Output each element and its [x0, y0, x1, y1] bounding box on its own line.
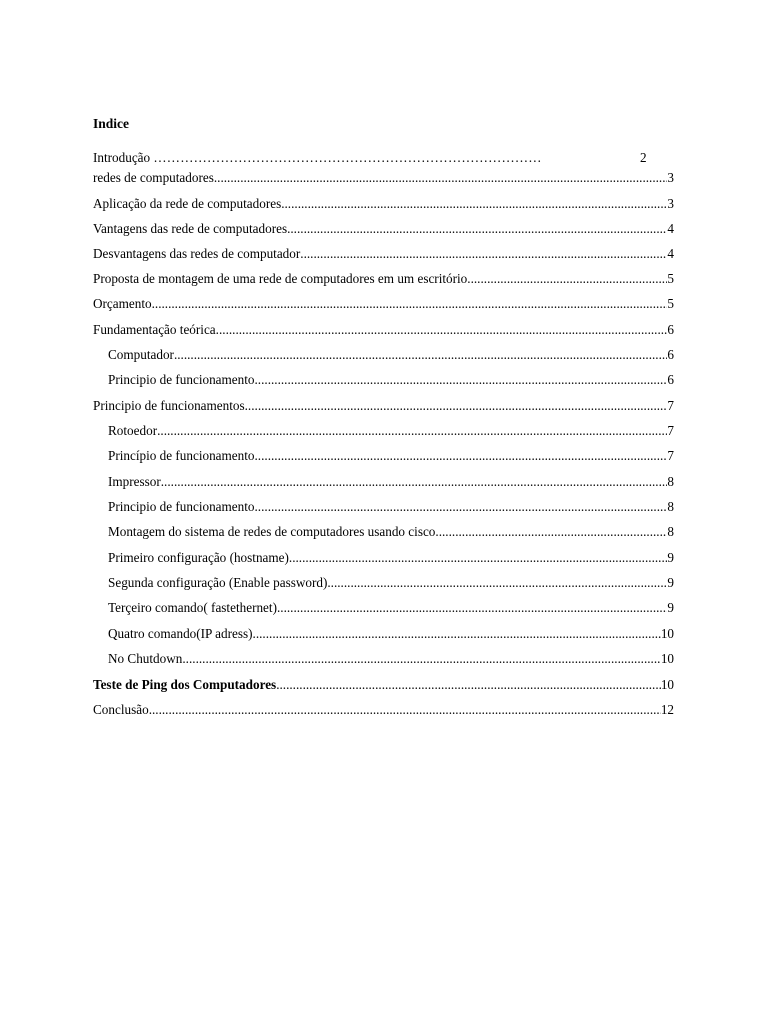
toc-entry[interactable] [93, 271, 674, 288]
toc-entry-introducao[interactable] [93, 150, 673, 166]
toc-entry-page: 7 [667, 398, 674, 413]
toc-entry[interactable] [108, 651, 674, 668]
toc-entry[interactable] [108, 474, 674, 491]
toc-entry-label: Segunda configuração (Enable password) [108, 575, 328, 590]
toc-entry[interactable] [93, 677, 674, 694]
toc-entry-label: Conclusão [93, 702, 149, 717]
toc-entry[interactable] [108, 550, 674, 567]
toc-entry-label: Fundamentação teórica [93, 322, 216, 337]
toc-entry-page: 10 [660, 677, 674, 692]
toc-entry[interactable] [108, 372, 674, 389]
toc-entry-label: Teste de Ping dos Computadores [93, 677, 277, 692]
toc-entry-leader [214, 170, 668, 186]
toc-entry-label: Primeiro configuração (hostname) [108, 550, 289, 565]
toc-entry-page: 3 [667, 196, 674, 211]
toc-entry-label: Impressor [108, 474, 161, 489]
toc-entry-page: 8 [667, 499, 674, 514]
toc-entry[interactable] [108, 575, 674, 592]
toc-entry-label: Computador [108, 347, 174, 362]
toc-entry-leader [149, 702, 661, 718]
toc-entry[interactable] [108, 524, 674, 541]
toc-entry-leader [216, 322, 668, 338]
toc-entry-page: 5 [667, 296, 674, 311]
toc-entry-leader [281, 196, 667, 212]
toc-entry-leader [255, 448, 668, 464]
toc-entry-label: No Chutdown [108, 651, 183, 666]
toc-entry-leader [182, 651, 660, 667]
toc-entry-label: Princípio de funcionamento [108, 448, 255, 463]
toc-entry-leader [435, 524, 667, 540]
toc-entry-label: Aplicação da rede de computadores [93, 196, 282, 211]
toc-entry-page: 9 [667, 600, 674, 615]
toc-entry-page: 6 [667, 322, 674, 337]
toc-entry-label: Rotoedor [108, 423, 158, 438]
toc-entry-label: Quatro comando(IP adress) [108, 626, 253, 641]
toc-entry-label: Principio de funcionamentos [93, 398, 245, 413]
toc-entry-page: 4 [667, 221, 674, 236]
toc-entry-leader [255, 499, 668, 515]
toc-entry-leader: …………………………………………………………………………… [153, 150, 542, 165]
toc-entry-page: 10 [660, 626, 674, 641]
toc-entry-leader [276, 677, 661, 693]
toc-entry-leader [253, 626, 661, 642]
toc-entry-leader [255, 372, 668, 388]
toc-entry[interactable] [108, 423, 674, 440]
toc-entry[interactable] [93, 221, 674, 238]
toc-entry-page: 10 [660, 651, 674, 666]
toc-entry-leader [467, 271, 667, 287]
toc-entry[interactable] [108, 626, 674, 643]
toc-entry-leader [300, 246, 667, 262]
toc-entry[interactable] [93, 246, 674, 263]
toc-entry-label: Orçamento [93, 296, 152, 311]
toc-entry-page: 5 [667, 271, 674, 286]
page-title: Indice [93, 116, 130, 131]
toc-entry[interactable] [108, 347, 674, 364]
toc-entry-label: redes de computadores [93, 170, 214, 185]
toc-entry-page: 6 [667, 347, 674, 362]
toc-entry-page: 8 [667, 524, 674, 539]
toc-entry[interactable] [93, 196, 674, 213]
toc-entry-page: 6 [667, 372, 674, 387]
toc-entry-leader [289, 550, 668, 566]
toc-entry-label: Montagem do sistema de redes de computadores usando cisco [108, 524, 436, 539]
toc-entry-label: Proposta de montagem de uma rede de computadores em um escritório [93, 271, 468, 286]
toc-entry-page: 4 [667, 246, 674, 261]
toc-entry[interactable] [108, 600, 674, 617]
toc-entry-page: 9 [667, 575, 674, 590]
toc-entry-page: 7 [667, 448, 674, 463]
toc-entry-label: Terçeiro comando( fastethernet) [108, 600, 277, 615]
toc-entry[interactable] [93, 702, 674, 719]
toc-entry-label: Desvantagens das redes de computador [93, 246, 301, 261]
toc-entry-page: 12 [660, 702, 674, 717]
toc-entry-leader [152, 296, 668, 312]
toc-entry-label: Principio de funcionamento [108, 372, 255, 387]
toc-entry-page: 9 [667, 550, 674, 565]
toc-entry-label: Introdução [93, 150, 151, 165]
toc-entry-leader [161, 474, 668, 490]
toc-entry-label: Principio de funcionamento [108, 499, 255, 514]
toc-entry-leader [157, 423, 667, 439]
toc-entry[interactable] [93, 398, 674, 415]
toc-entry-label: Vantagens das rede de computadores [93, 221, 288, 236]
toc-entry-page: 2 [640, 150, 647, 165]
toc-entry[interactable] [93, 170, 674, 187]
toc-entry-page: 8 [667, 474, 674, 489]
toc-entry-leader [245, 398, 668, 414]
toc-entry-page: 7 [667, 423, 674, 438]
toc-entry[interactable] [93, 322, 674, 339]
toc-entry-leader [287, 221, 667, 237]
toc-entry-page: 3 [667, 170, 674, 185]
toc-entry-leader [174, 347, 667, 363]
toc-entry[interactable] [93, 296, 674, 313]
toc-entry[interactable] [108, 499, 674, 516]
toc-entry-leader [277, 600, 667, 616]
toc-entry[interactable] [108, 448, 674, 465]
toc-entry-leader [327, 575, 667, 591]
